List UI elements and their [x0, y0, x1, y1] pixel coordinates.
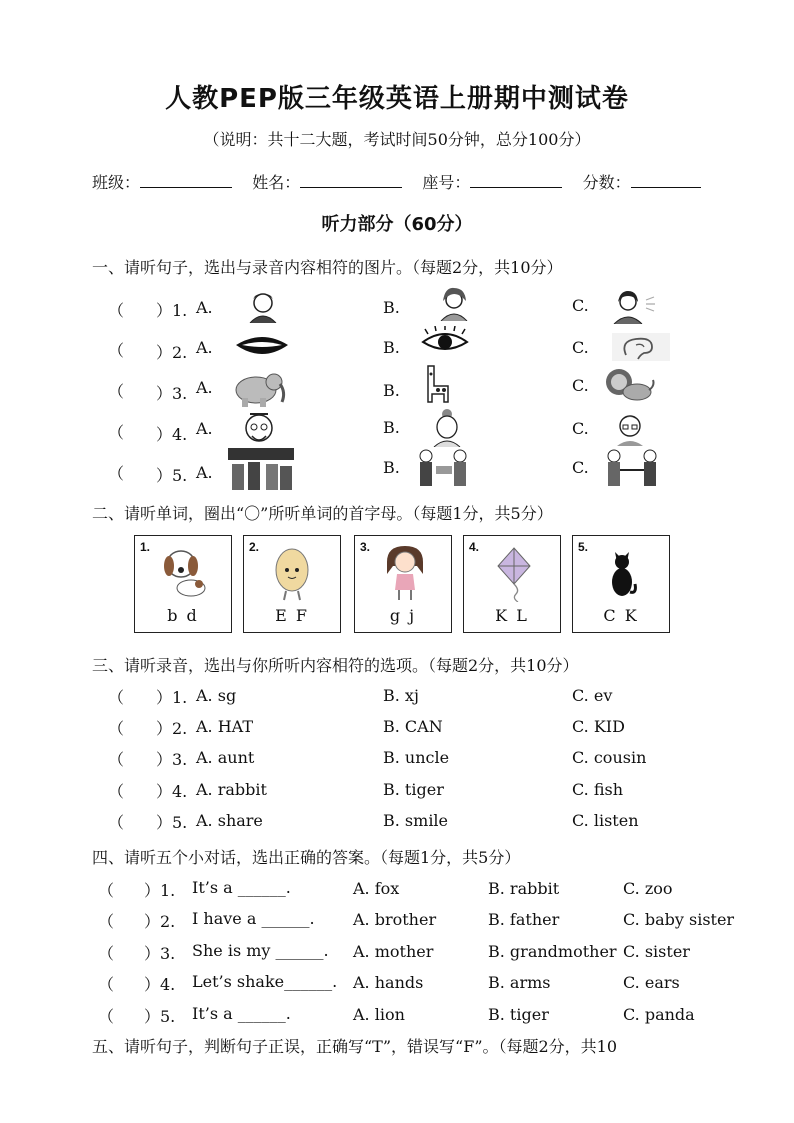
card-number: 4. — [469, 540, 480, 554]
option-c: C. panda — [623, 1005, 695, 1024]
lion-picture — [603, 366, 655, 406]
answer-paren-open: （ — [108, 382, 125, 401]
seat-label: 座号： — [422, 173, 471, 192]
option-a: A. lion — [353, 1005, 405, 1024]
answer-paren-open: （ — [108, 750, 125, 769]
score-label: 分数： — [582, 173, 631, 192]
option-c: C. cousin — [572, 748, 647, 767]
kite-picture — [488, 544, 544, 602]
option-a: A. HAT — [196, 717, 254, 736]
answer-paren-open: （ — [98, 1007, 115, 1026]
option-c-label: C. — [572, 419, 589, 438]
elephant-picture — [230, 368, 288, 408]
handshake-picture — [600, 446, 664, 490]
question-number: ）1. — [156, 688, 188, 707]
option-a-label: A. — [196, 378, 213, 397]
option-b: B. uncle — [383, 748, 450, 767]
answer-paren-open: （ — [98, 944, 115, 963]
option-a: A. hands — [353, 973, 424, 992]
card-number: 1. — [140, 540, 151, 554]
option-b: B. xj — [383, 686, 419, 705]
question-number: ）4. — [144, 975, 176, 994]
option-c: C. zoo — [623, 879, 673, 898]
option-a-label: A. — [196, 419, 213, 438]
exam-instructions: （说明：共十二大题，考试时间50分钟，总分100分） — [203, 130, 591, 149]
option-b: B. tiger — [488, 1005, 549, 1024]
question-number: ）3. — [156, 384, 188, 403]
option-b: B. tiger — [383, 780, 444, 799]
answer-paren-open: （ — [98, 975, 115, 994]
option-a: A. sg — [196, 686, 237, 705]
option-a-label: A. — [196, 463, 213, 482]
option-c: C. fish — [572, 780, 624, 799]
name-blank[interactable] — [300, 173, 402, 188]
answer-paren-open: （ — [98, 912, 115, 931]
woman-speaking-picture — [610, 288, 662, 324]
option-a: A. brother — [353, 910, 437, 929]
letter-card-4[interactable] — [463, 535, 561, 633]
seat-blank[interactable] — [470, 173, 562, 188]
option-a-label: A. — [196, 298, 213, 317]
letter-card-3[interactable] — [354, 535, 452, 633]
option-a: A. mother — [353, 942, 434, 961]
option-c-label: C. — [572, 296, 589, 315]
section2-heading: 二、请听单词，圈出“〇”所听单词的首字母。（每题1分，共5分） — [92, 504, 553, 523]
answer-paren-open: （ — [108, 464, 125, 483]
boy-face-picture — [243, 287, 283, 323]
class-label: 班级： — [92, 173, 141, 192]
option-b: B. father — [488, 910, 560, 929]
letter-choices: C K — [603, 606, 639, 625]
egg-picture — [268, 544, 320, 602]
letter-card-5[interactable] — [572, 535, 670, 633]
question-number: ）2. — [156, 343, 188, 362]
question-number: ）1. — [156, 301, 188, 320]
grandma-picture — [430, 407, 464, 447]
option-b: B. grandmother — [488, 942, 617, 961]
question-stem: It’s a ______. — [192, 878, 291, 897]
card-number: 3. — [360, 540, 371, 554]
question-number: ）2. — [144, 912, 176, 931]
answer-paren-open: （ — [108, 688, 125, 707]
option-b-label: B. — [383, 418, 400, 437]
question-number: ）1. — [144, 881, 176, 900]
option-c-label: C. — [572, 458, 589, 477]
ear-picture — [612, 333, 670, 361]
option-c: C. baby sister — [623, 910, 735, 929]
option-b: B. CAN — [383, 717, 443, 736]
option-b: B. smile — [383, 811, 449, 830]
question-number: ）4. — [156, 425, 188, 444]
answer-paren-open: （ — [108, 341, 125, 360]
answer-paren-open: （ — [98, 881, 115, 900]
question-number: ）5. — [156, 466, 188, 485]
option-a: A. aunt — [196, 748, 255, 767]
letter-choices: b d — [167, 606, 199, 625]
answer-paren-open: （ — [108, 813, 125, 832]
question-number: ）4. — [156, 782, 188, 801]
boy-glasses-picture — [612, 412, 648, 446]
cat-picture — [597, 544, 649, 602]
grandpa-picture — [238, 408, 280, 446]
question-number: ）5. — [144, 1007, 176, 1026]
dog-picture — [159, 544, 211, 600]
answer-paren-open: （ — [108, 301, 125, 320]
question-stem: Let’s shake______. — [192, 972, 338, 991]
girl-picture — [379, 544, 431, 602]
listening-part-title: 听力部分（60分） — [321, 214, 473, 235]
option-a-label: A. — [196, 338, 213, 357]
option-b: B. rabbit — [488, 879, 560, 898]
option-c-label: C. — [572, 376, 589, 395]
card-number: 2. — [249, 540, 260, 554]
mouth-picture — [234, 333, 290, 359]
option-b-label: B. — [383, 298, 400, 317]
option-c-label: C. — [572, 338, 589, 357]
option-b-label: B. — [383, 458, 400, 477]
section1-heading: 一、请听句子，选出与录音内容相符的图片。（每题2分，共10分） — [92, 258, 563, 277]
section3-heading: 三、请听录音，选出与你所听内容相符的选项。（每题2分，共10分） — [92, 656, 579, 675]
question-number: ）2. — [156, 719, 188, 738]
option-c: C. KID — [572, 717, 625, 736]
question-number: ）3. — [144, 944, 176, 963]
answer-paren-open: （ — [108, 782, 125, 801]
question-stem: It’s a ______. — [192, 1004, 291, 1023]
option-c: C. ears — [623, 973, 680, 992]
question-number: ）3. — [156, 750, 188, 769]
option-b: B. arms — [488, 973, 551, 992]
classroom-picture — [228, 448, 294, 492]
letter-choices: E F — [275, 606, 309, 625]
option-a: A. fox — [353, 879, 400, 898]
page-title: 人教PEP版三年级英语上册期中测试卷 — [165, 84, 629, 114]
answer-paren-open: （ — [108, 719, 125, 738]
letter-card-1[interactable] — [134, 535, 232, 633]
score-blank[interactable] — [631, 173, 701, 188]
sharing-picture — [414, 448, 474, 490]
student-info-row — [92, 170, 701, 193]
option-a: A. share — [196, 811, 263, 830]
letter-card-2[interactable] — [243, 535, 341, 633]
card-number: 5. — [578, 540, 589, 554]
option-c: C. sister — [623, 942, 690, 961]
question-stem: I have a ______. — [192, 909, 315, 928]
giraffe-picture — [418, 362, 458, 404]
eye-picture — [420, 326, 470, 356]
option-c: C. listen — [572, 811, 639, 830]
option-a: A. rabbit — [196, 780, 267, 799]
question-stem: She is my ______. — [192, 941, 329, 960]
name-label: 姓名： — [252, 173, 301, 192]
option-c: C. ev — [572, 686, 613, 705]
section4-heading: 四、请听五个小对话，选出正确的答案。（每题1分，共5分） — [92, 848, 521, 867]
option-b-label: B. — [383, 338, 400, 357]
section5-heading: 五、请听句子，判断句子正误，正确写“T”，错误写“F”。（每题2分，共10 — [92, 1037, 618, 1056]
class-blank[interactable] — [140, 173, 232, 188]
letter-choices: K L — [495, 606, 529, 625]
question-number: ）5. — [156, 813, 188, 832]
answer-paren-open: （ — [108, 423, 125, 442]
option-b-label: B. — [383, 381, 400, 400]
girl-face-picture — [433, 285, 475, 321]
letter-choices: g j — [389, 606, 417, 625]
